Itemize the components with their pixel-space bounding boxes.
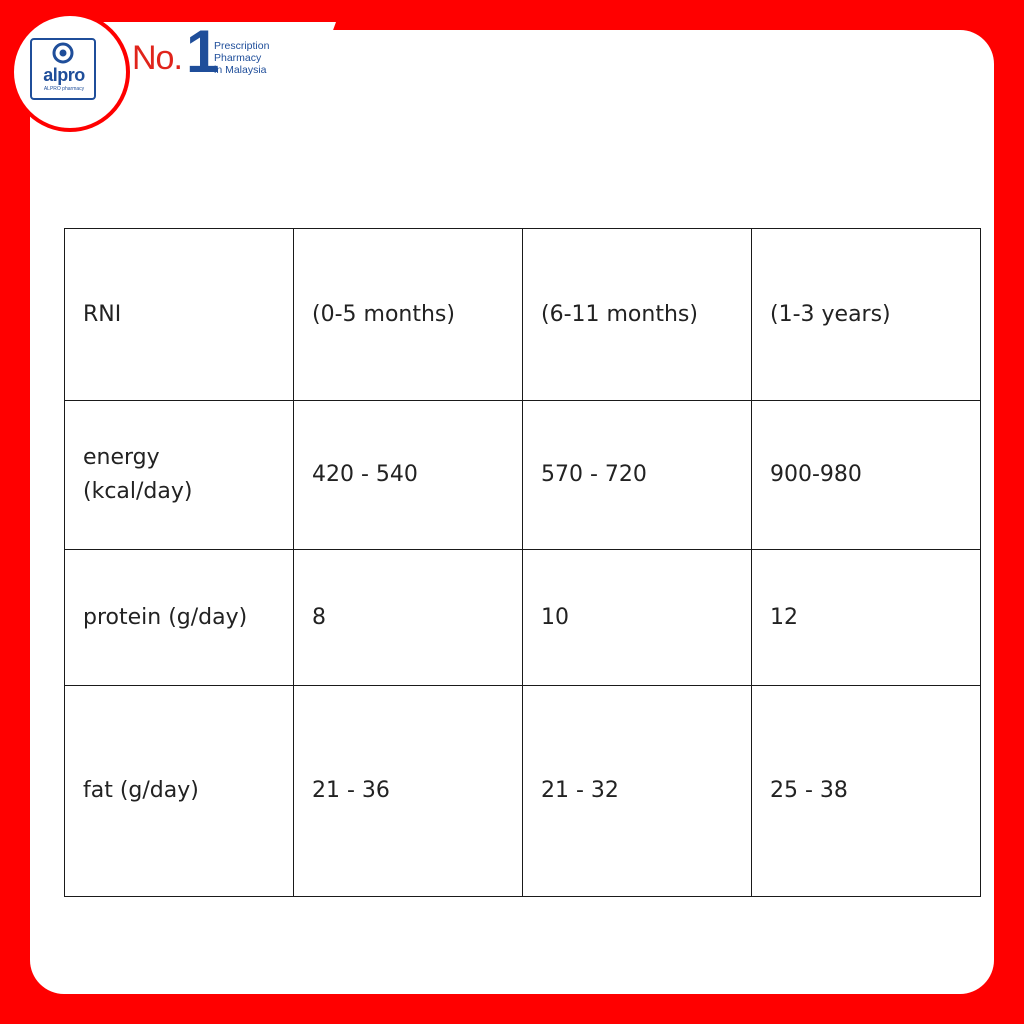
table-cell: 570 - 720 [523, 401, 752, 550]
table-cell: 10 [523, 550, 752, 686]
row-label-cell: fat (g/day) [65, 686, 294, 897]
header-cell: (6-11 months) [523, 229, 752, 401]
rni-table [64, 228, 981, 897]
table-cell: 420 - 540 [294, 401, 523, 550]
alpro-logo [30, 38, 96, 100]
row-label-cell: energy (kcal/day) [65, 401, 294, 550]
logo-wordmark: alpro [43, 65, 85, 85]
tagline-line: Pharmacy [214, 52, 262, 64]
header-cell: (0-5 months) [294, 229, 523, 401]
rank-number: 1 [186, 18, 220, 85]
table-cell: 900-980 [752, 401, 981, 550]
header-cell: RNI [65, 229, 294, 401]
table-header-row [65, 229, 981, 401]
table-cell: 21 - 36 [294, 686, 523, 897]
alpro-mark-icon [52, 42, 74, 64]
logo-subtitle: ALPRO pharmacy [43, 86, 85, 92]
header-cell: (1-3 years) [752, 229, 981, 401]
table-cell: 21 - 32 [523, 686, 752, 897]
tagline-line: in Malaysia [214, 64, 267, 76]
row-label-cell: protein (g/day) [65, 550, 294, 686]
table-row [65, 686, 981, 897]
table-cell: 25 - 38 [752, 686, 981, 897]
table-cell: 12 [752, 550, 981, 686]
table-row [65, 401, 981, 550]
tagline-line: Prescription [214, 40, 270, 52]
brand-tagline [214, 40, 304, 76]
table-cell: 8 [294, 550, 523, 686]
table-row [65, 550, 981, 686]
rank-prefix: No. [132, 39, 182, 77]
